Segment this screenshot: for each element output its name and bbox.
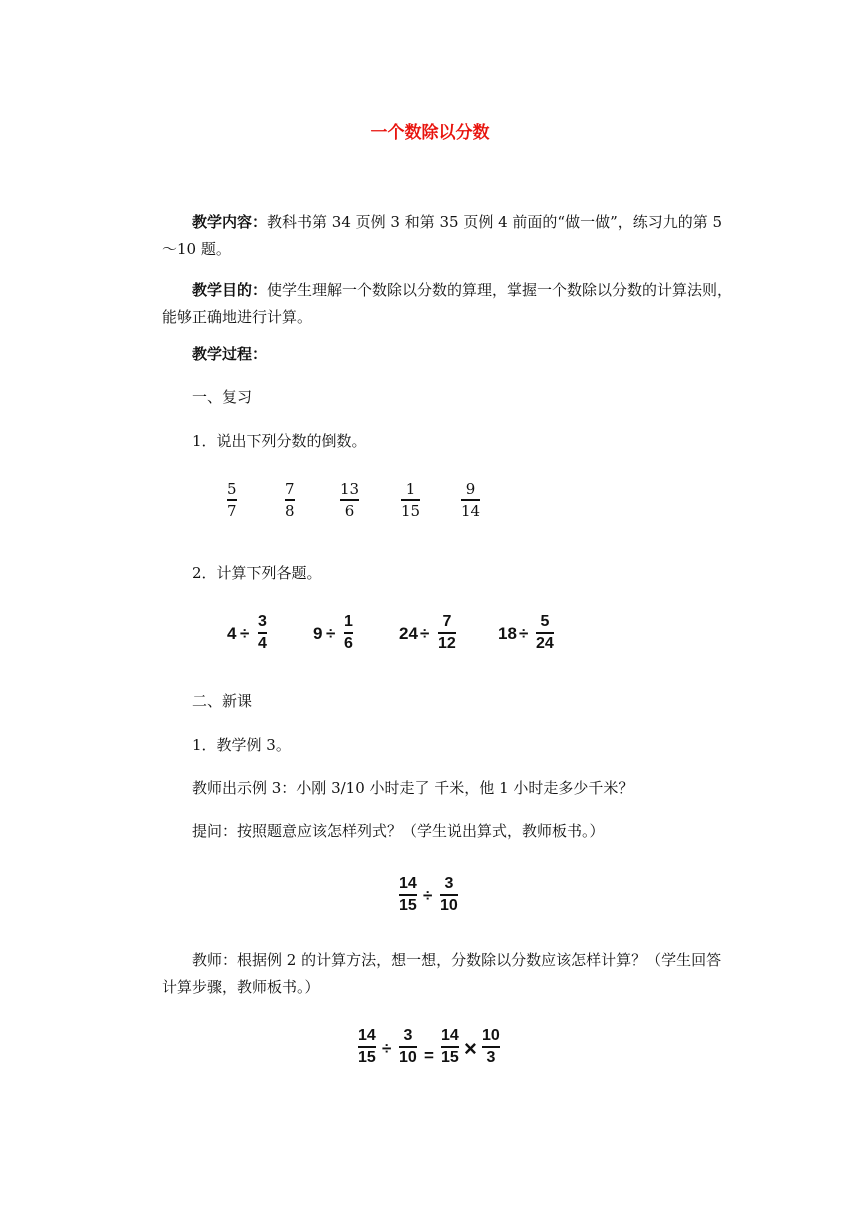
fraction <box>399 1027 417 1067</box>
divide-sign: ÷ <box>519 624 529 643</box>
denominator: 4 <box>258 634 267 652</box>
fraction-bar <box>401 499 420 501</box>
item-calculate: 2．计算下列各题。 <box>192 564 322 582</box>
multiply-sign: × <box>464 1036 477 1061</box>
denominator: 10 <box>440 896 458 914</box>
denominator: 12 <box>438 634 456 652</box>
teaching-content-label: 教学内容： <box>192 213 268 231</box>
teaching-content-text: 教科书第 34 页例 3 和第 35 页例 4 前面的“做一做”，练习九的第 5～10 题。 <box>162 213 723 258</box>
fraction <box>438 613 456 653</box>
numerator: 13 <box>340 480 360 498</box>
section-review: 一、复习 <box>192 388 253 406</box>
fraction <box>358 1027 376 1067</box>
numerator: 5 <box>540 613 550 630</box>
teaching-goal-text: 使学生理解一个数除以分数的算理，掌握一个数除以分数的计算法则，能够正确地进行计算。 <box>162 281 733 326</box>
numerator: 14 <box>358 1027 376 1044</box>
teacher-text: 教师：根据例 2 的计算方法，想一想，分数除以分数应该怎样计算？（学生回答计算步骤，教师板书。） <box>162 951 722 996</box>
dividend: 18 <box>498 624 517 643</box>
fraction <box>285 480 295 520</box>
denominator: 8 <box>285 501 295 520</box>
fraction-bar <box>399 894 417 896</box>
divide-sign: ÷ <box>240 624 250 643</box>
divide-sign: ÷ <box>423 886 433 905</box>
denominator: 15 <box>358 1048 376 1066</box>
fraction <box>441 1027 459 1067</box>
denominator: 7 <box>227 501 237 520</box>
divide-sign: ÷ <box>382 1039 392 1058</box>
fraction-bar <box>536 632 554 634</box>
fraction <box>258 613 267 653</box>
numerator: 3 <box>258 613 267 630</box>
example-text: 教师出示例 3：小刚 3/10 小时走了 千米，他 1 小时走多少千米？ <box>192 779 634 797</box>
fraction <box>482 1027 500 1067</box>
teaching-content <box>162 209 734 263</box>
divide-sign: ÷ <box>420 624 430 643</box>
numerator: 1 <box>344 613 353 630</box>
numerator: 1 <box>405 480 416 498</box>
denominator: 15 <box>399 896 417 914</box>
teaching-goal <box>162 277 734 331</box>
numerator: 9 <box>465 480 476 498</box>
process-label: 教学过程： <box>192 345 268 363</box>
fraction <box>461 480 480 520</box>
fraction-bar <box>461 499 480 501</box>
numerator: 14 <box>399 875 417 892</box>
fraction <box>340 480 359 520</box>
item-example3: 1．教学例 3。 <box>192 736 291 754</box>
numerator: 3 <box>403 1027 413 1044</box>
fraction-bar <box>258 632 267 634</box>
dividend: 4 <box>227 624 237 643</box>
denominator: 6 <box>344 501 355 520</box>
numerator: 10 <box>482 1027 500 1044</box>
item-reciprocals: 1．说出下列分数的倒数。 <box>192 432 367 450</box>
fraction-bar <box>358 1046 376 1048</box>
fraction-bar <box>482 1046 500 1048</box>
equals-sign: = <box>424 1046 434 1065</box>
fraction <box>536 613 554 653</box>
numerator: 5 <box>227 480 237 498</box>
fraction-bar <box>399 1046 417 1048</box>
question-text: 提问：按照题意应该怎样列式？（学生说出算式，教师板书。） <box>192 822 605 840</box>
denominator: 6 <box>344 634 353 652</box>
numerator: 3 <box>444 875 454 892</box>
page-title: 一个数除以分数 <box>370 123 490 143</box>
fraction <box>227 480 237 520</box>
dividend: 24 <box>399 624 418 643</box>
fraction <box>399 875 417 915</box>
numerator: 7 <box>442 613 452 630</box>
numerator: 14 <box>441 1027 459 1044</box>
divide-sign: ÷ <box>326 624 336 643</box>
fraction-bar <box>285 499 295 501</box>
fraction-bar <box>227 499 237 501</box>
fraction-bar <box>440 894 458 896</box>
denominator: 10 <box>399 1048 417 1066</box>
denominator: 24 <box>536 634 554 652</box>
fraction <box>401 480 420 520</box>
process-heading <box>192 343 267 364</box>
teaching-goal-label: 教学目的： <box>192 281 268 299</box>
denominator: 3 <box>486 1048 496 1066</box>
fraction <box>344 613 353 653</box>
fraction-bar <box>438 632 456 634</box>
denominator: 15 <box>401 501 421 520</box>
dividend: 9 <box>313 624 323 643</box>
fraction-bar <box>340 499 359 501</box>
denominator: 15 <box>441 1048 459 1066</box>
fraction <box>440 875 458 915</box>
denominator: 14 <box>461 501 481 520</box>
section-new-lesson: 二、新课 <box>192 692 253 710</box>
fraction-bar <box>441 1046 459 1048</box>
numerator: 7 <box>285 480 295 498</box>
fraction-bar <box>344 632 353 634</box>
